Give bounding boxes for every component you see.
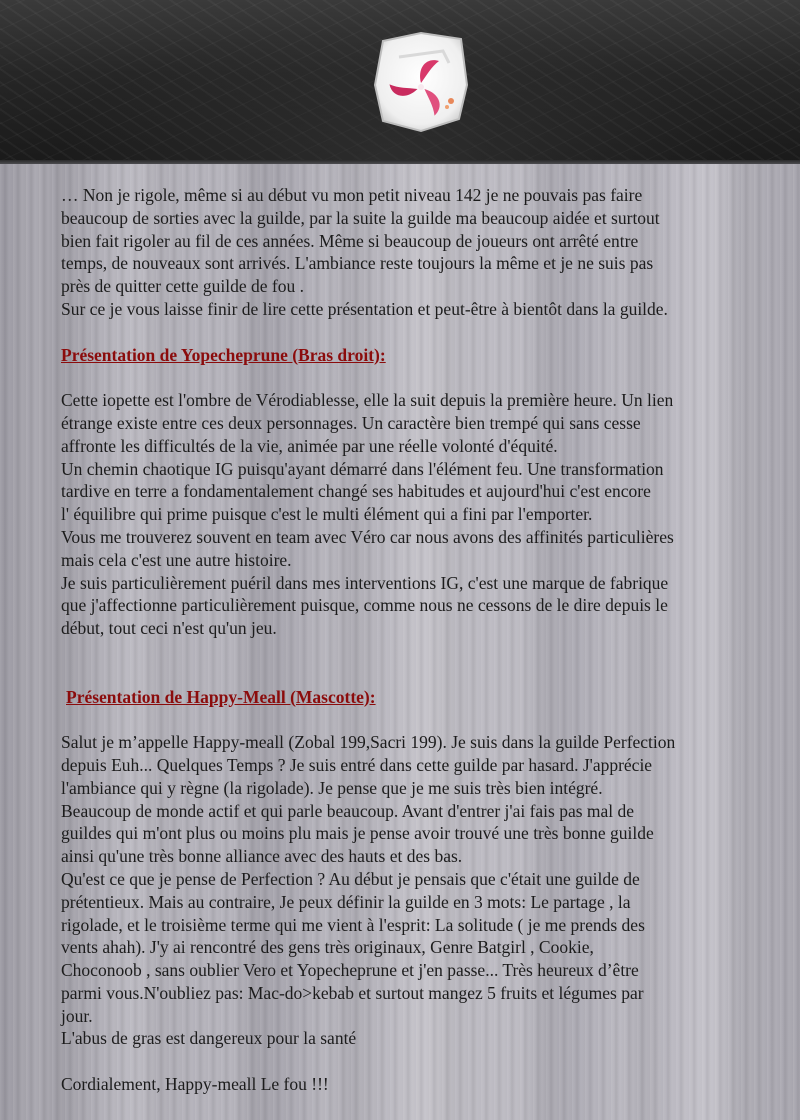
happymeall-line: vents ahah). J'y ai rencontré des gens très originaux, Genre Batgirl , Cookie, [61, 937, 594, 958]
yopecheprune-line: Je suis particulièrement puéril dans mes interventions IG, c'est une marque de fabrique [61, 572, 669, 593]
intro-line: près de quitter cette guilde de fou . [61, 276, 304, 297]
happymeall-line: L'abus de gras est dangereux pour la santé [61, 1028, 357, 1049]
happymeall-section [61, 731, 761, 1096]
yopecheprune-line: affronte les difficultés de la vie, animée par une réelle volonté d'équité. [61, 435, 558, 456]
yopecheprune-line: Un chemin chaotique IG puisqu'ayant démarré dans l'élément feu. Une transformation [61, 458, 664, 479]
happymeall-line: jour. [61, 1005, 93, 1026]
triskelion-emblem-icon [369, 27, 473, 137]
yopecheprune-line: étrange existe entre ces deux personnages. Un caractère bien trempé qui sans cesse [61, 412, 641, 433]
happymeall-line: ainsi qu'une très bonne alliance avec des hauts et des bas. [61, 846, 463, 867]
happymeall-line: Choconoob , sans oublier Vero et Yopecheprune et j'en passe... Très heureux d’être [61, 960, 639, 981]
yopecheprune-line: Vous me trouverez souvent en team avec Véro car nous avons des affinités particulières [61, 526, 674, 547]
happymeall-line: Salut je m’appelle Happy-meall (Zobal 199,Sacri 199). Je suis dans la guilde Perfection [61, 732, 676, 753]
document-body [61, 184, 761, 1096]
happymeall-signoff: Cordialement, Happy-meall Le fou !!! [61, 1074, 329, 1095]
intro-line: Sur ce je vous laisse finir de lire cette présentation et peut-être à bientôt dans la guilde. [61, 298, 668, 319]
yopecheprune-line: tardive en terre a fondamentalement changé ses habitudes et aujourd'hui c'est encore [61, 481, 651, 502]
yopecheprune-line: l' équilibre qui prime puisque c'est le multi élément qui a fini par l'emporter. [61, 504, 593, 525]
intro-line: beaucoup de sorties avec la guilde, par la suite la guilde ma beaucoup aidée et surtout [61, 207, 660, 228]
happymeall-line: Beaucoup de monde actif et qui parle beaucoup. Avant d'entrer j'ai fais pas mal de [61, 800, 635, 821]
yopecheprune-heading: Présentation de Yopecheprune (Bras droit): [61, 344, 386, 365]
happymeall-line: guildes qui m'ont plus ou moins plu mais je pense avoir trouvé une très bonne guilde [61, 823, 654, 844]
happymeall-line: l'ambiance qui y règne (la rigolade). Je pense que je me suis très bien intégré. [61, 777, 603, 798]
intro-line: … Non je rigole, même si au début vu mon petit niveau 142 je ne pouvais pas faire [61, 185, 643, 205]
yopecheprune-line: Cette iopette est l'ombre de Vérodiablesse, elle la suit depuis la première heure. Un lien [61, 390, 674, 411]
yopecheprune-section [61, 389, 761, 640]
happymeall-line: rigolade, et le troisième terme qui me vient à l'esprit: La solitude ( je me prends des [61, 914, 645, 935]
happymeall-line: prétentieux. Mais au contraire, Je peux définir la guilde en 3 mots: Le partage , la [61, 891, 631, 912]
content-panel [0, 164, 800, 1120]
yopecheprune-line: que j'affectionne particulièrement puisque, comme nous ne cessons de le dire depuis le [61, 595, 668, 616]
happymeall-line: depuis Euh... Quelques Temps ? Je suis entré dans cette guilde par hasard. J'apprécie [61, 754, 653, 775]
happymeall-heading: Présentation de Happy-Meall (Mascotte): [66, 686, 376, 707]
intro-section [61, 184, 761, 321]
happymeall-line: parmi vous.N'oubliez pas: Mac-do>kebab et surtout mangez 5 fruits et légumes par [61, 982, 644, 1003]
intro-line: bien fait rigoler au fil de ces années. Même si beaucoup de joueurs ont arrêté entre [61, 230, 639, 251]
yopecheprune-line: mais cela c'est une autre histoire. [61, 549, 292, 570]
yopecheprune-line: début, tout ceci n'est qu'un jeu. [61, 618, 277, 639]
intro-line: temps, de nouveaux sont arrivés. L'ambiance reste toujours la même et je ne suis pas [61, 253, 654, 274]
header-banner [0, 0, 800, 164]
happymeall-line: Qu'est ce que je pense de Perfection ? Au début je pensais que c'était une guilde de [61, 868, 640, 889]
